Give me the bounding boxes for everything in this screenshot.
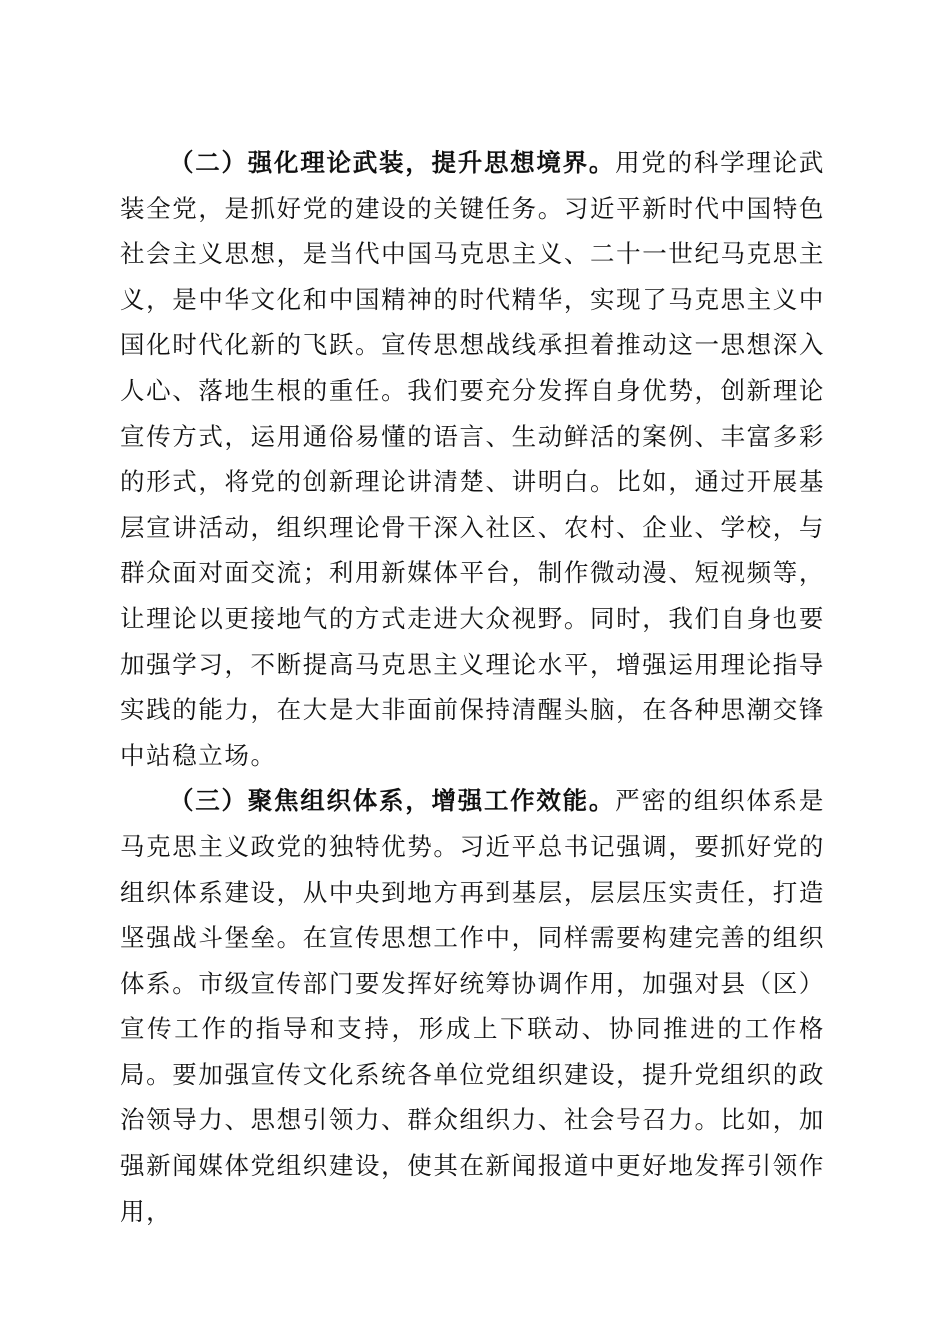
paragraph-organization-system xyxy=(120,778,825,1234)
paragraph-theory-arming xyxy=(120,140,825,778)
paragraph-text-theory-arming: 用党的科学理论武装全党，是抓好党的建设的关键任务。习近平新时代中国特色社会主义思想，是当代中国马克思主义、二十一世纪马克思主义，是中华文化和中国精神的时代精华，实现了马克思主义中国化时代化新的飞跃。宣传思想战线承担着推动这一思想深入人心、落地生根的重任。我们要充分发挥自身优势，创新理论宣传方式，运用通俗易懂的语言、生动鲜活的案例、丰富多彩的形式，将党的创新理论讲清楚、讲明白。比如，通过开展基层宣讲活动，组织理论骨干深入社区、农村、企业、学校，与群众面对面交流；利用新媒体平台，制作微动漫、短视频等，让理论以更接地气的方式走进大众视野。同时，我们自身也要加强学习，不断提高马克思主义理论水平，增强运用理论指导实践的能力，在大是大非面前保持清醒头脑，在各种思潮交锋中站稳立场。 xyxy=(120,148,825,770)
paragraph-text-organization-system: 严密的组织体系是马克思主义政党的独特优势。习近平总书记强调，要抓好党的组织体系建设，从中央到地方再到基层，层层压实责任，打造坚强战斗堡垒。在宣传思想工作中，同样需要构建完善的组织体系。市级宣传部门要发挥好统筹协调作用，加强对县（区）宣传工作的指导和支持，形成上下联动、协同推进的工作格局。要加强宣传文化系统各单位党组织建设，提升党组织的政治领导力、思想引领力、群众组织力、社会号召力。比如，加强新闻媒体党组织建设，使其在新闻报道中更好地发挥引领作用， xyxy=(120,786,825,1226)
section-heading-theory-arming: （二）强化理论武装，提升思想境界。 xyxy=(169,148,616,177)
document-body xyxy=(120,140,825,1234)
section-heading-organization-system: （三）聚焦组织体系，增强工作效能。 xyxy=(169,786,616,816)
